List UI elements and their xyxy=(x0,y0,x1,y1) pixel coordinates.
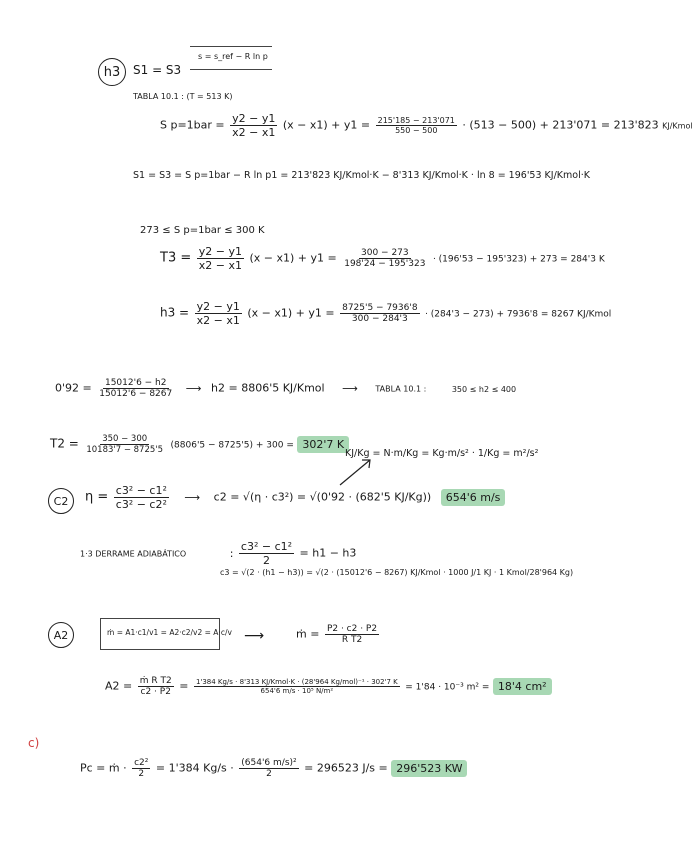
t2-result: 302'7 K xyxy=(297,436,349,453)
pc-equation: Pc = ṁ · $\frac{\text{c2²}}{2}$ = 1'384 Kg/s · $\frac{\text{(654'6 m/s)²}}{2}$ = 296523 J/s = 296'523 KW xyxy=(80,758,467,779)
t2-equation: T2 = $\frac{350 - 300}{10183'7 - 8725'5}$ (8806'5 − 8725'5) + 300 = 302'7 K xyxy=(50,434,349,455)
mdot-equation: ṁ = $\frac{P2 \cdot c2 \cdot P2}{\text{R T2}}$ xyxy=(296,624,378,645)
h3-interpolation: h3 = $\frac{y2 - y1}{x2 - x1}$ (x − x1) + y1 = $\frac{8725'5 - 7936'8}{300 - 284'3}$ · (284'3 − 273) + 7936'8 = 8267 KJ/Kmol xyxy=(160,300,612,327)
mass-flow-formula: ṁ = A1·c1/v1 = A2·c2/v2 = A·c/v xyxy=(107,628,232,637)
c2-equation: η = $\frac{\text{c3² − c1²}}{\text{c3² − c2²}}$ ⟶ c2 = √(η · c3²) = √(0'92 · (682'5 KJ/Kg)) 654'6 m/s xyxy=(85,484,505,511)
arrow-to-mdot: ⟶ xyxy=(244,628,265,644)
t3-interpolation: T3 = $\frac{y2 - y1}{x2 - x1}$ (x − x1) + y1 = $\frac{300 - 273}{198'24 - 195'323}$ · (196'53 − 195'323) + 273 = 284'3 K xyxy=(160,245,605,272)
h3-label: h3 xyxy=(103,64,121,80)
c3-expression: c3 = √(2 · (h1 − h3)) = √(2 · (15012'6 − 8267) KJ/Kmol · 1000 J/1 KJ · 1 Kmol/28'964 Kg) xyxy=(220,568,574,577)
a2-label: A2 xyxy=(53,628,69,642)
h2-equation: 0'92 = $\frac{15012'6 - h2}{15012'6 - 8267}$ ⟶ h2 = 8806'5 KJ/Kmol ⟶ TABLA 10.1 : 350 ≤ h2 ≤ 400 xyxy=(55,378,517,399)
s3-value-line: S1 = S3 = S p=1bar − R ln p1 = 213'823 KJ/Kmol·K − 8'313 KJ/Kmol·K · ln 8 = 196'53 KJ/Kmol·K xyxy=(133,170,590,181)
a2-equation: A2 = $\frac{\text{ṁ R T2}}{c2 \cdot P2}$ = $\frac{\text{1'384 Kg/s · 8'313 KJ/Kmol·K · (28'964 Kg/mol)⁻¹ · 302'7 K}}{\text{654'6 m/s · 10⁵ N/m²}}$ = 1'84 · 10⁻³ m² = 18'4 cm² xyxy=(105,676,552,697)
pc-result: 296'523 KW xyxy=(391,760,467,777)
temperature-range: 273 ≤ S p=1bar ≤ 300 K xyxy=(140,225,265,236)
a2-result: 18'4 cm² xyxy=(493,678,552,695)
entropy-formula: s = s_ref − R ln p xyxy=(198,52,268,61)
part-c-label: c) xyxy=(28,736,40,750)
sp-interpolation: S p=1bar = $\frac{y2 - y1}{x2 - x1}$ (x − x1) + y1 = $\frac{215'185 - 213'071}{550 - 500}$ · (513 − 500) + 213'071 = 213'823 KJ/Kmol xyxy=(160,112,693,139)
s1-equals-s3: S1 = S3 xyxy=(133,63,182,77)
c2-result: 654'6 m/s xyxy=(441,489,506,506)
units-note: KJ/Kg = N·m/Kg = Kg·m/s² · 1/Kg = m²/s² xyxy=(345,448,539,459)
c2-label: C2 xyxy=(53,494,69,508)
c3-derrame: 1·3 DERRAME ADIABÁTICO : $\frac{\text{c3² − c1²}}{2}$ = h1 − h3 xyxy=(80,540,357,567)
tabla-reference: TABLA 10.1 : (T = 513 K) xyxy=(133,92,233,101)
